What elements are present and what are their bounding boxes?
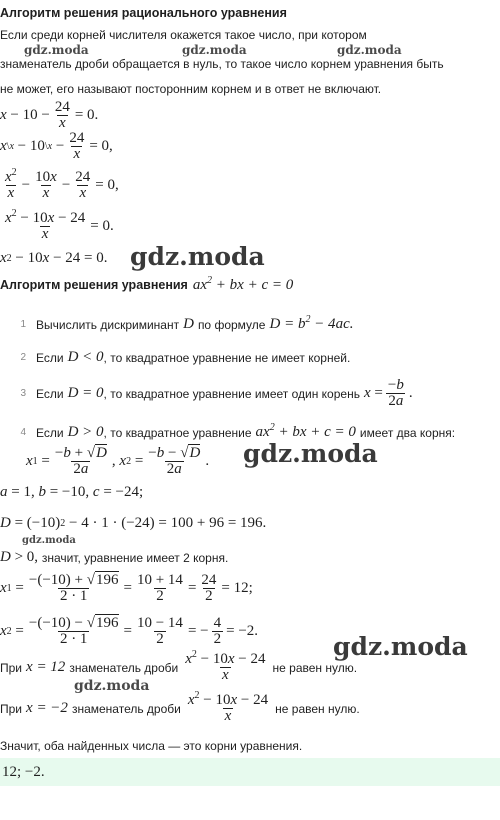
check-root-minus-2: [0, 690, 360, 724]
step-number: 4: [20, 427, 26, 438]
step-text: , то квадратное уравнение не имеет корней.: [103, 350, 351, 365]
watermark-logo: gdz.moda: [22, 535, 76, 546]
check-root-12: [0, 649, 358, 683]
step-text: Если: [36, 425, 64, 440]
watermark-logo: gdz.moda: [243, 439, 378, 468]
check-text: не равен нулю.: [272, 660, 358, 675]
heading-quadratic-text: Алгоритм решения уравнения: [0, 278, 188, 292]
step-number: 3: [20, 388, 26, 399]
root-x1-calc: x 1 = $\frac{-(-10) + √196}{2 \cdot 1}$ = $\frac{10 + 14}{2}$ = $\frac{24}{2}$ = 12;: [0, 572, 253, 604]
step-number: 2: [20, 352, 26, 363]
equation-step-5: x 2 − 10 x − 24 = 0.: [0, 250, 108, 266]
step-text: по формуле: [197, 317, 266, 332]
watermark-logo: gdz.moda: [182, 43, 247, 57]
discriminant-positive: D > 0, значит, уравнение имеет 2 корня.: [0, 549, 229, 565]
section-heading-rational: Алгоритм решения рационального уравнения: [0, 6, 287, 20]
step-math: x = $\frac{-b}{2a}$ .: [363, 377, 413, 409]
check-math: x = 12: [26, 659, 66, 675]
step-math: D > 0: [67, 424, 104, 440]
equation-step-1: x − 10 − $\frac{24}{x}$ = 0.: [0, 99, 99, 131]
check-text: не равен нулю.: [275, 701, 360, 716]
intro-line-2: знаменатель дроби обращается в нуль, то такое число корнем уравнения быть: [0, 57, 444, 71]
step-math: D: [183, 316, 194, 332]
final-statement: Значит, оба найденных числа — это корни уравнения.: [0, 739, 303, 753]
algorithm-step-3: [0, 378, 413, 409]
equation-step-4: $\frac{x^2 - 10x - 24}{x}$ = 0.: [5, 208, 114, 242]
watermark-logo: gdz.moda: [24, 43, 89, 57]
intro-line-1: Если среди корней числителя окажется такое число, при котором: [0, 28, 367, 42]
check-fraction: $\frac{x^2 - 10x - 24}{x}$: [187, 690, 269, 724]
roots-formula: x 1 = $\frac{-b + √D}{2a}$ , x 2 = $\frac{-b - √D}{2a}$ .: [26, 445, 210, 477]
step-math: D = 0: [67, 385, 104, 401]
step-math: D < 0: [67, 349, 104, 365]
step-text: Если: [36, 350, 64, 365]
check-text: При: [0, 701, 23, 716]
answer-box: [0, 758, 500, 786]
equation-step-3: $\frac{x^2}{x}$ − $\frac{10x}{x}$ − $\frac{24}{x}$ = 0,: [5, 167, 119, 201]
equation-step-2: x \x − 10 \x − $\frac{24}{x}$ = 0,: [0, 130, 113, 162]
step-math: $D = b^2 - 4ac$.: [269, 314, 354, 332]
algorithm-step-1: [0, 316, 353, 333]
check-text: знаменатель дроби: [69, 660, 179, 675]
watermark-logo: gdz.moda: [130, 242, 265, 271]
watermark-logo: gdz.moda: [74, 678, 150, 694]
watermark-logo: gdz.moda: [337, 43, 402, 57]
coefficients: a = 1, b = −10, c = −24;: [0, 484, 144, 500]
check-fraction: $\frac{x^2 - 10x - 24}{x}$: [185, 649, 266, 683]
step-text: , то квадратное уравнение: [103, 425, 252, 440]
intro-line-3: не может, его называют посторонним корнем и в ответ не включают.: [0, 82, 382, 96]
heading-quadratic-formula: $ax^2$ + bx + c = 0: [192, 275, 294, 293]
algorithm-step-2: [0, 349, 350, 366]
step-math: $ax^2$ + bx + c = 0: [255, 422, 356, 440]
step-text: Вычислить дискриминант: [36, 317, 180, 332]
two-roots-text: значит, уравнение имеет 2 корня.: [41, 550, 229, 565]
step-text: имеет два корня:: [359, 425, 456, 440]
step-text: Если: [36, 386, 64, 401]
discriminant-calc: D = (−10) 2 − 4 · 1 · (−24) = 100 + 96 = 196.: [0, 515, 267, 531]
step-number: 1: [20, 319, 26, 330]
section-heading-quadratic: [0, 277, 293, 293]
check-text: знаменатель дроби: [71, 701, 181, 716]
check-text: При: [0, 660, 23, 675]
step-text: , то квадратное уравнение имеет один корень: [103, 386, 360, 401]
check-math: x = −2: [26, 700, 68, 716]
algorithm-step-4: [0, 424, 455, 441]
watermark-logo: gdz.moda: [333, 632, 468, 661]
root-x2-calc: x 2 = $\frac{-(-10) - √196}{2 \cdot 1}$ = $\frac{10 - 14}{2}$ = − $\frac{4}{2}$ = −2.: [0, 615, 259, 647]
answer-value: 12; −2.: [2, 763, 45, 780]
